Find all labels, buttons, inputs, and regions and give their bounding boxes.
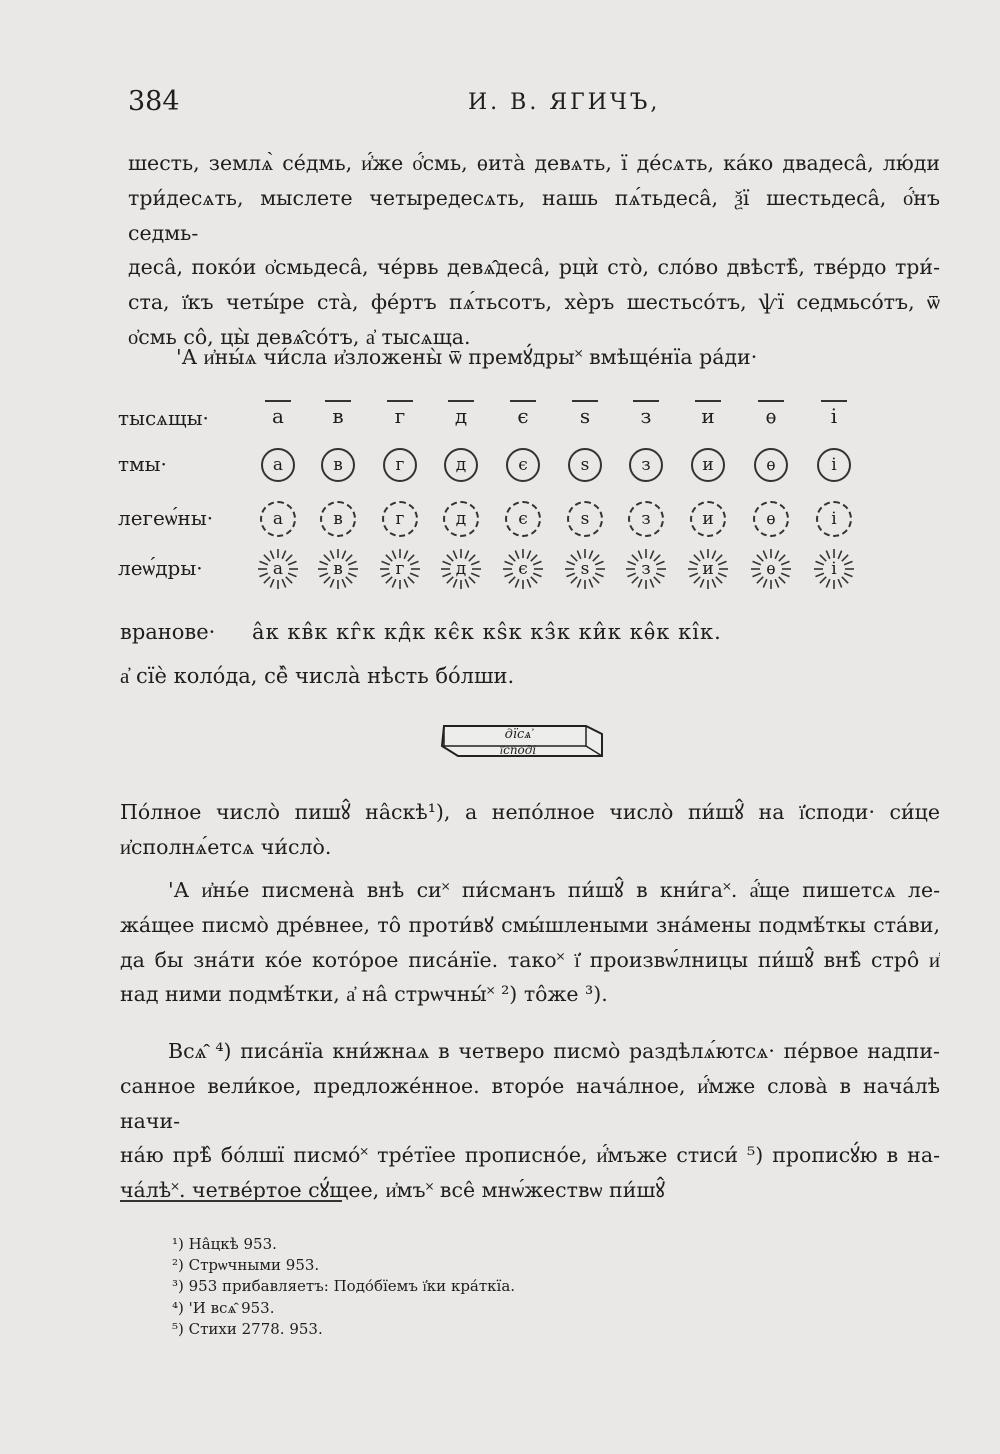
thousand-numeral xyxy=(500,396,546,442)
numeral-glyph: ѕ xyxy=(580,559,590,579)
stone-drawing xyxy=(438,718,608,762)
numeral-glyph: а xyxy=(272,509,284,529)
paragraph-writing-types xyxy=(120,1034,940,1208)
number-row-label: тысѧщы· xyxy=(118,406,209,430)
tma-numeral xyxy=(811,442,857,488)
paragraph-full-number xyxy=(120,795,940,865)
tma-numeral xyxy=(562,442,608,488)
numeral-glyph: з xyxy=(641,509,651,529)
number-row xyxy=(118,496,878,544)
tma-numeral xyxy=(748,442,794,488)
numeral-glyph: г xyxy=(395,455,405,475)
numeral-glyph: і xyxy=(831,509,837,529)
footnotes xyxy=(172,1234,515,1340)
numeral-glyph: г xyxy=(395,559,405,579)
leodr-numeral xyxy=(623,546,669,592)
numeral-glyph: д xyxy=(454,404,468,428)
tma-numeral xyxy=(500,442,546,488)
number-row-label: тмы· xyxy=(118,452,167,476)
number-row xyxy=(118,396,878,444)
legion-numeral xyxy=(438,496,484,542)
leodr-numeral xyxy=(562,546,608,592)
numbers-section-title: 'А и҆ны́ѧ чи́сла и҆зложены̀ ѿ премꙋ́дры˟ вмѣще́нїа ра́ди· xyxy=(176,345,758,369)
text-line: жа́щее писмо̀ дре́внее, то̂ проти́вꙋ смы́шлеными зна́мены подмѣ́ткы ста́ви, xyxy=(120,912,940,937)
tma-numeral xyxy=(685,442,731,488)
text-line: да бы зна́ти ко́е кото́рое писа́нїе. тако˟ ї҆ произвѡ́лницы пи́шꙋ̂ внѣ̂ стро̂ и҆ xyxy=(120,947,940,972)
tma-numeral xyxy=(623,442,669,488)
legion-numeral xyxy=(748,496,794,542)
footnote-2: ²) Стрѡчными 953. xyxy=(172,1256,320,1275)
numeral-glyph: ѳ xyxy=(766,559,776,579)
thousand-numeral xyxy=(811,396,857,442)
numeral-glyph: в xyxy=(332,404,344,428)
text-line: три́десѧть, мыслете четыредесѧть, нашь пѧ́тьдеса̂, ѯї шестьдеса̂, о҆́нъ седмь- xyxy=(128,185,940,245)
numeral-glyph: і xyxy=(831,559,837,579)
running-head xyxy=(128,86,938,122)
leodr-numeral xyxy=(255,546,301,592)
page-number: 384 xyxy=(128,86,180,117)
leodr-numeral xyxy=(500,546,546,592)
thousand-numeral xyxy=(685,396,731,442)
thousand-numeral xyxy=(315,396,361,442)
legion-numeral xyxy=(377,496,423,542)
text-line: Всѧ̂ ⁴) писа́нїа кни́жнаѧ в четверо писмо̀ раздѣлѧ́ютсѧ· пе́рвое надпи- xyxy=(168,1039,940,1063)
numeral-glyph: и xyxy=(702,509,714,529)
numeral-glyph: є xyxy=(518,559,528,579)
leodr-numeral xyxy=(811,546,857,592)
thousand-numeral xyxy=(748,396,794,442)
text-line: над ними подмѣ́тки, а҆ на̂ стрѡчны́˟ ²) то̂же ³). xyxy=(120,982,608,1007)
text-line: шесть, землѧ̀ се́дмь, и҆́же о҆́смь, ѳита̀ девѧть, ї де́сѧть, ка́ко двадеса̂, лю́ди xyxy=(128,151,940,175)
legion-numeral xyxy=(685,496,731,542)
footnote-3: ³) 953 прибавляетъ: Подо́бїемъ ї҆ки кра́ткїа. xyxy=(172,1277,516,1296)
text-line: деса̂, поко́и о҆смьдеса̂, че́рвь девѧ̂деса̂, рцѝ сто̀, сло́во двѣстѣ̂, тве́рдо три́- xyxy=(128,255,940,280)
numeral-glyph: д xyxy=(455,455,467,475)
vranove-sequence: а̂к кв̂к кг̂к кд̂к кє̂к кѕ̂к кз̂к ки̂к кѳ̂к кі̂к. xyxy=(252,620,722,644)
text-line: и҆сполнѧ́етсѧ чи́сло̀. xyxy=(120,834,332,859)
number-row-label: легеѡ́ны· xyxy=(118,506,214,530)
numeral-glyph: і xyxy=(831,455,837,475)
vranove-row xyxy=(120,620,722,644)
paragraph-other-letters xyxy=(120,873,940,1012)
numeral-glyph: ѳ xyxy=(766,455,776,475)
numeral-glyph: з xyxy=(641,455,651,475)
numeral-glyph: ѕ xyxy=(580,509,590,529)
numeral-glyph: г xyxy=(395,509,405,529)
koloda-line: а҆ сїѐ коло́да, сѐ̂ числа̀ нѣсть бо́лши. xyxy=(120,664,515,688)
text-line: 'А и҆нь́е писмена̀ внѣ си˟ пи́сманъ пи́шꙋ̂ в кни́га˟. а҆́ще пишетсѧ ле- xyxy=(168,878,940,902)
text-line: о҆смь со̂, цы̀ девѧ̂со́тъ, а҆ тысѧща. xyxy=(128,324,471,349)
thousand-numeral xyxy=(255,396,301,442)
tma-numeral xyxy=(438,442,484,488)
running-title-author: И. В. ЯГИЧЪ, xyxy=(468,90,661,115)
numeral-glyph: г xyxy=(394,404,406,428)
vranove-label: вранове· xyxy=(120,620,216,644)
numeral-glyph: є xyxy=(518,455,528,475)
text-line: на́ю прѣ̂ бо́лшї писмо́˟ тре́тїее прописно́е, и҆́мъже стиси́ ⁵) прописꙋ́ю в на- xyxy=(120,1143,940,1168)
numeral-glyph: и xyxy=(701,404,715,428)
numeral-glyph: і xyxy=(830,404,838,428)
leodr-numeral xyxy=(748,546,794,592)
numeral-glyph: а xyxy=(272,559,284,579)
leodr-numeral xyxy=(377,546,423,592)
thousand-numeral xyxy=(623,396,669,442)
numeral-glyph: в xyxy=(333,559,343,579)
footnote-5: ⁵) Стихи 2778. 953. xyxy=(172,1319,323,1338)
numeral-glyph: ѳ xyxy=(766,509,776,529)
stone-figure xyxy=(438,718,608,766)
numeral-glyph: ѕ xyxy=(579,404,591,428)
numeral-glyph: є xyxy=(518,509,528,529)
legion-numeral xyxy=(500,496,546,542)
numeral-glyph: в xyxy=(333,509,343,529)
numeral-glyph: є xyxy=(517,404,529,428)
legion-numeral xyxy=(562,496,608,542)
numeral-glyph: з xyxy=(641,559,651,579)
paragraph-numerals-list xyxy=(128,146,940,355)
leodr-numeral xyxy=(685,546,731,592)
numeral-glyph: д xyxy=(455,559,467,579)
numeral-glyph: а xyxy=(272,455,284,475)
numeral-glyph: и xyxy=(702,455,714,475)
thousand-numeral xyxy=(377,396,423,442)
thousand-numeral xyxy=(562,396,608,442)
text-line: По́лное число̀ пишꙋ̂ на̂скѣ¹), а непо́лное число̀ пи́шꙋ̂ на ї҆споди· си́це xyxy=(120,800,940,824)
stone-inscription-2: ї҆споді xyxy=(499,743,537,757)
legion-numeral xyxy=(315,496,361,542)
number-row xyxy=(118,546,878,594)
number-row xyxy=(118,442,878,490)
text-line: санное вели́кое, предложе́нное. второ́е нача́лное, и҆́мже слова̀ в нача́лѣ начи- xyxy=(120,1073,940,1133)
number-row-label: леѡ́дры· xyxy=(118,556,203,580)
tma-numeral xyxy=(255,442,301,488)
thousand-numeral xyxy=(438,396,484,442)
leodr-numeral xyxy=(315,546,361,592)
footnote-4: ⁴) 'И всѧ̂ 953. xyxy=(172,1298,275,1317)
legion-numeral xyxy=(623,496,669,542)
leodr-numeral xyxy=(438,546,484,592)
text-line: ста, ї҆къ четы́ре ста̀, фе́ртъ пѧ́тьсотъ, хѐръ шестьсо́тъ, ѱї седмьсо́тъ, ѿ xyxy=(128,290,940,315)
numeral-glyph: ѳ xyxy=(765,404,777,428)
numeral-glyph: ѕ xyxy=(580,455,590,475)
footnote-rule xyxy=(120,1200,342,1202)
numeral-glyph: а xyxy=(272,404,284,428)
numeral-glyph: з xyxy=(640,404,652,428)
footnote-1: ¹) На̂цкѣ 953. xyxy=(172,1235,277,1253)
tma-numeral xyxy=(315,442,361,488)
numeral-glyph: д xyxy=(455,509,467,529)
numeral-glyph: и xyxy=(702,559,714,579)
text-line: ча́лѣ˟. четве́ртое сꙋ́щее, и҆мъ˟ все̂ мнѡ́жествѡ пи́шꙋ̂ xyxy=(120,1178,666,1203)
tma-numeral xyxy=(377,442,423,488)
legion-numeral xyxy=(811,496,857,542)
legion-numeral xyxy=(255,496,301,542)
numeral-glyph: в xyxy=(333,455,343,475)
stone-inscription-1: дїсѧ҆ xyxy=(504,727,532,742)
